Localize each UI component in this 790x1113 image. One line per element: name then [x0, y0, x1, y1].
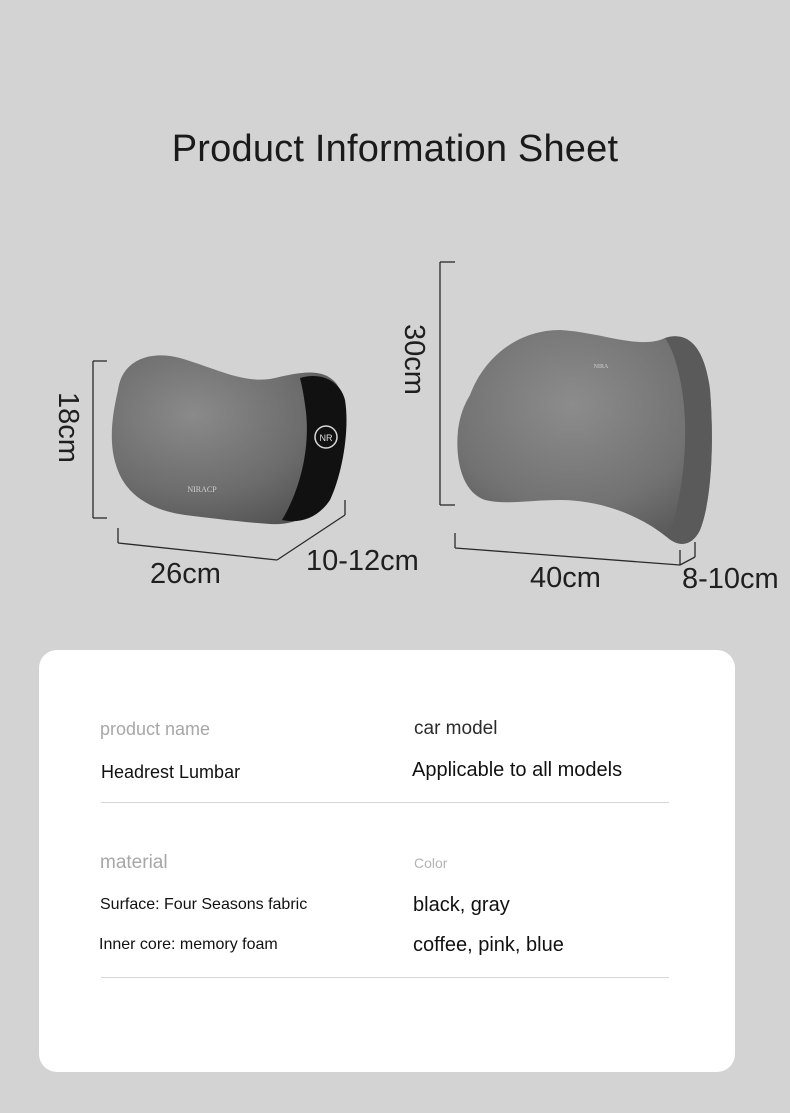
color-value-line1: black, gray — [413, 894, 510, 916]
divider-top — [101, 802, 669, 803]
headrest-depth-label: 10-12cm — [306, 545, 419, 577]
svg-text:NIRA: NIRA — [593, 364, 609, 370]
lumbar-height-label: 30cm — [397, 324, 430, 395]
headrest-pillow — [112, 355, 347, 524]
svg-text:NIRACP: NIRACP — [187, 485, 217, 494]
headrest-width-label: 26cm — [150, 558, 221, 590]
product-name-value: Headrest Lumbar — [101, 762, 241, 782]
product-info-card — [39, 650, 735, 1072]
material-label: material — [100, 852, 168, 873]
material-core-value: Inner core: memory foam — [99, 936, 278, 953]
divider-bottom — [101, 977, 669, 978]
color-label: Color — [414, 855, 448, 871]
color-value-line2: coffee, pink, blue — [413, 934, 564, 956]
material-surface-value: Surface: Four Seasons fabric — [100, 896, 308, 913]
lumbar-depth-label: 8-10cm — [682, 563, 779, 595]
page-title: Product Information Sheet — [171, 128, 619, 170]
lumbar-pillow — [457, 330, 712, 544]
car-model-value: Applicable to all models — [412, 759, 623, 781]
svg-text:NR: NR — [319, 433, 333, 443]
product-name-label: product name — [100, 719, 211, 739]
headrest-height-label: 18cm — [51, 392, 84, 463]
car-model-label: car model — [414, 718, 498, 739]
lumbar-width-label: 40cm — [530, 562, 601, 594]
